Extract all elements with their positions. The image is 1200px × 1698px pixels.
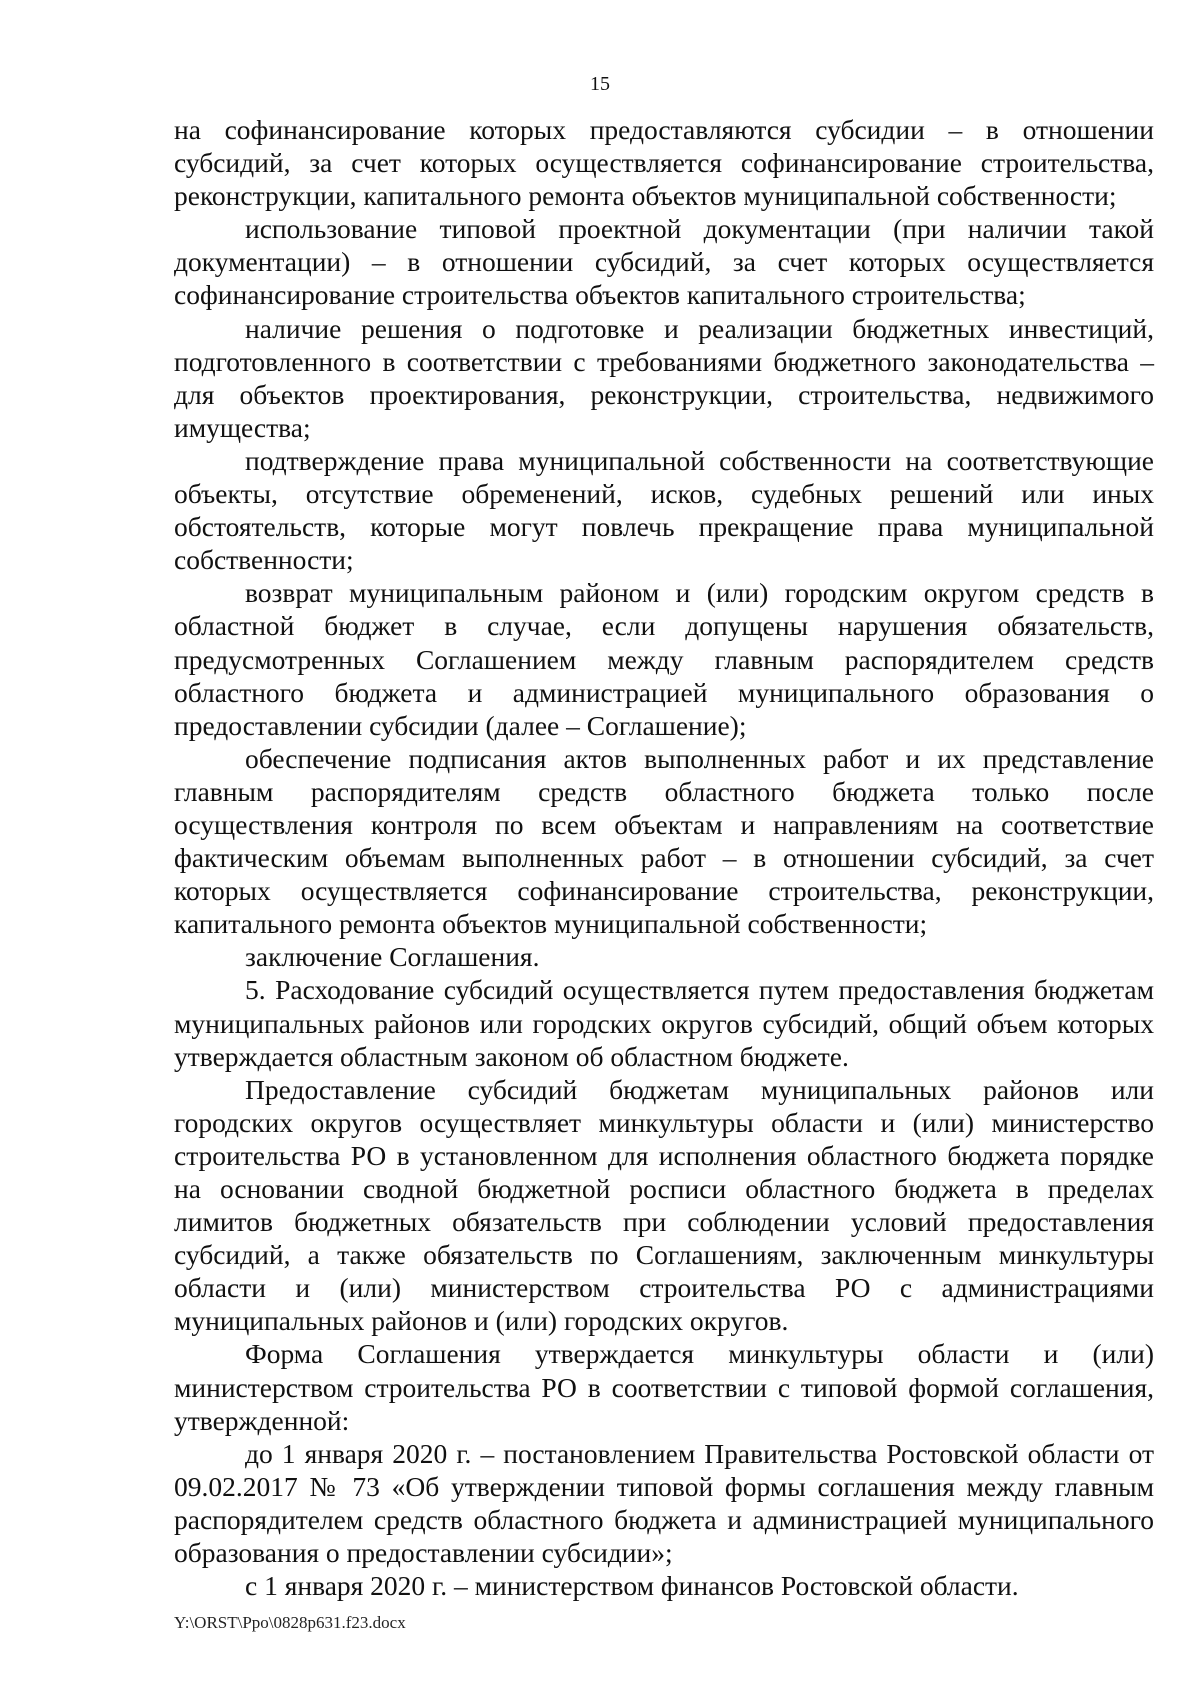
- paragraph: заключение Соглашения.: [245, 941, 540, 973]
- paragraph: с 1 января 2020 г. – министерством финансов Ростовской области.: [245, 1570, 1019, 1602]
- paragraph: Предоставление субсидий бюджетам муниципальных районов или городских округов осуществляет минкультуры области и (или) министерство строительства РО в установленном для исполнения областного бюджета порядке на основании сводной бюджетной росписи областного бюджета в пределах лимитов бюджетных обязательств при соблюдении условий предоставления субсидий, а также обязательств по Соглашениям, заключенным минкультуры области и (или) министерством строительства РО с администрациями муниципальных районов и (или) городских округов.: [174, 1073, 1154, 1337]
- paragraph: возврат муниципальным районом и (или) городским округом средств в областной бюджет в случае, если допущены нарушения обязательств, предусмотренных Соглашением между главным распорядителем средств областного бюджета и администрацией муниципального образования о предоставлении субсидии (далее – Соглашение);: [174, 577, 1154, 741]
- paragraph: до 1 января 2020 г. – постановлением Правительства Ростовской области от 09.02.2017 № 73 «Об утверждении типовой формы соглашения между главным распорядителем средств областного бюджета и администрацией муниципального образования о предоставлении субсидии»;: [174, 1437, 1154, 1569]
- paragraph: 5. Расходование субсидий осуществляется путем предоставления бюджетам муниципальных районов или городских округов субсидий, общий объем которых утверждается областным законом об областном бюджете.: [174, 974, 1154, 1072]
- page-number: 15: [590, 73, 610, 95]
- paragraph: обеспечение подписания актов выполненных работ и их представление главным распорядителям средств областного бюджета только после осуществления контроля по всем объектам и направлениям на соответствие фактическим объемам выполненных работ – в отношении субсидий, за счет которых осуществляется софинансирование строительства, реконструкции, капитального ремонта объектов муниципальной собственности;: [174, 742, 1154, 940]
- paragraph: на софинансирование которых предоставляются субсидии – в отношении субсидий, за счет которых осуществляется софинансирование строительства, реконструкции, капитального ремонта объектов муниципальной собственности;: [174, 114, 1154, 212]
- paragraph: подтверждение права муниципальной собственности на соответствующие объекты, отсутствие обременений, исков, судебных решений или иных обстоятельств, которые могут повлечь прекращение права муниципальной собственности;: [174, 444, 1154, 576]
- paragraph: Форма Соглашения утверждается минкультуры области и (или) министерством строительства РО в соответствии с типовой формой соглашения, утвержденной:: [174, 1338, 1154, 1436]
- paragraph: использование типовой проектной документации (при наличии такой документации) – в отношении субсидий, за счет которых осуществляется софинансирование строительства объектов капитального строительства;: [174, 213, 1154, 311]
- footer-file-path: Y:\ORST\Ppo\0828p631.f23.docx: [174, 1613, 406, 1632]
- paragraph: наличие решения о подготовке и реализации бюджетных инвестиций, подготовленного в соответствии с требованиями бюджетного законодательства – для объектов проектирования, реконструкции, строительства, недвижимого имущества;: [174, 312, 1154, 443]
- document-body: [174, 113, 1154, 1602]
